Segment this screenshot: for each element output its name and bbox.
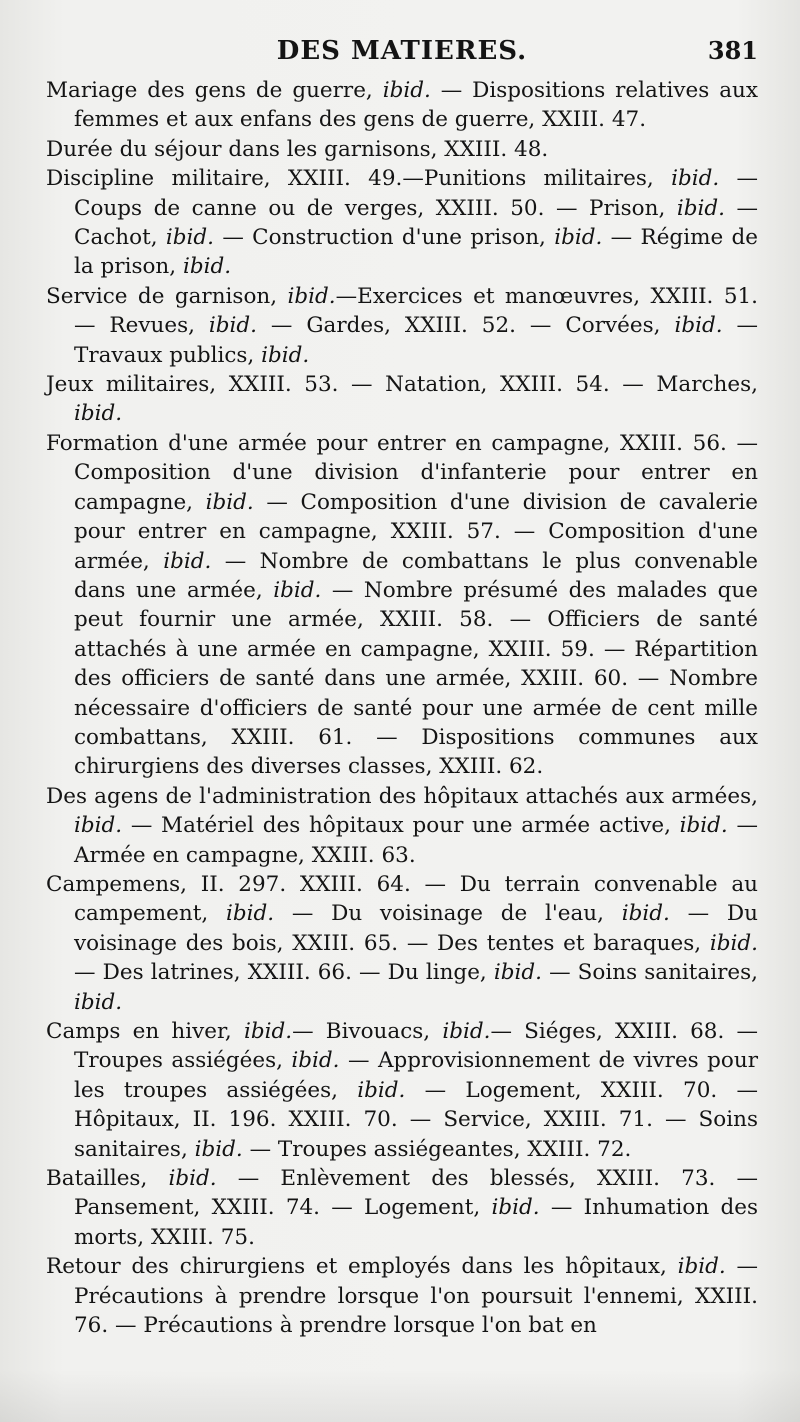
index-entry-list — [46, 76, 758, 1340]
page-number: 381 — [707, 36, 758, 65]
index-entry: Jeux militaires, XXIII. 53. — Natation, XXIII. 54. — Marches, ibid. — [46, 372, 758, 427]
index-entry: Camps en hiver, ibid.— Bivouacs, ibid.— Siéges, XXIII. 68. —Troupes assiégées, ibid. — Approvisionnement de vivres pour les troupes assiégées, ibid. — Logement, XXIII. 70. — Hôpitaux, II. 196. XXIII. 70. — Service, XXIII. 71. — Soins sanitaires, ibid. — Troupes assiégeantes, XXIII. 72. — [46, 1019, 759, 1162]
running-title: DES MATIERES. — [276, 36, 528, 66]
index-entry: Mariage des gens de guerre, ibid. — Dispositions relatives aux femmes et aux enfans des gens de guerre, XXIII. 47. — [46, 78, 758, 133]
page-bottom-shadow — [0, 1370, 800, 1422]
index-entry: Discipline militaire, XXIII. 49.—Punitions militaires, ibid. — Coups de canne ou de verges, XXIII. 50. — Prison, ibid. — Cachot, ibid. — Construction d'une prison, ibid. — Régime de la prison, ibid. — [46, 166, 758, 280]
index-entry: Service de garnison, ibid.—Exercices et manœuvres, XXIII. 51. — Revues, ibid. — Gardes, XXIII. 52. — Corvées, ibid. —Travaux publics, ibid. — [46, 283, 759, 368]
index-entry: Batailles, ibid. — Enlèvement des blessés, XXIII. 73. — Pansement, XXIII. 74. — Logement, ibid. — Inhumation des morts, XXIII. 75. — [46, 1166, 758, 1250]
index-entry: Formation d'une armée pour entrer en campagne, XXIII. 56. —Composition d'une division d'infanterie pour entrer en campagne, ibid. — Composition d'une division de cavalerie pour entrer en campagne, XXIII. 57. — Composition d'une armée, ibid. — Nombre de combattans le plus convenable dans une armée, ibid. — Nombre présumé des malades que peut fournir une armée, XXIII. 58. — Officiers de santé attachés à une armée en campagne, XXIII. 59. — Répartition des officiers de santé dans une armée, XXIII. 60. — Nombre nécessaire d'officiers de santé pour une armée de cent mille combattans, XXIII. 61. — Dispositions communes aux chirurgiens des diverses classes, XXIII. 62. — [46, 430, 758, 780]
index-entry: Retour des chirurgiens et employés dans les hôpitaux, ibid. — Précautions à prendre lorsque l'on poursuit l'ennemi, XXIII. 76. — Précautions à prendre lorsque l'on bat en — [46, 1254, 758, 1339]
page-header — [46, 34, 758, 74]
index-entry: Durée du séjour dans les garnisons, XXIII. 48. — [46, 136, 549, 162]
index-entry: Campemens, II. 297. XXIII. 64. — Du terrain convenable au campement, ibid. — Du voisinage de l'eau, ibid. — Du voisinage des bois, XXIII. 65. — Des tentes et baraques, ibid. — Des latrines, XXIII. 66. — Du linge, ibid. — Soins sanitaires, ibid. — [46, 871, 758, 1015]
index-entry: Des agens de l'administration des hôpitaux attachés aux armées, ibid. — Matériel des hôpitaux pour une armée active, ibid. — Armée en campagne, XXIII. 63. — [46, 783, 758, 868]
